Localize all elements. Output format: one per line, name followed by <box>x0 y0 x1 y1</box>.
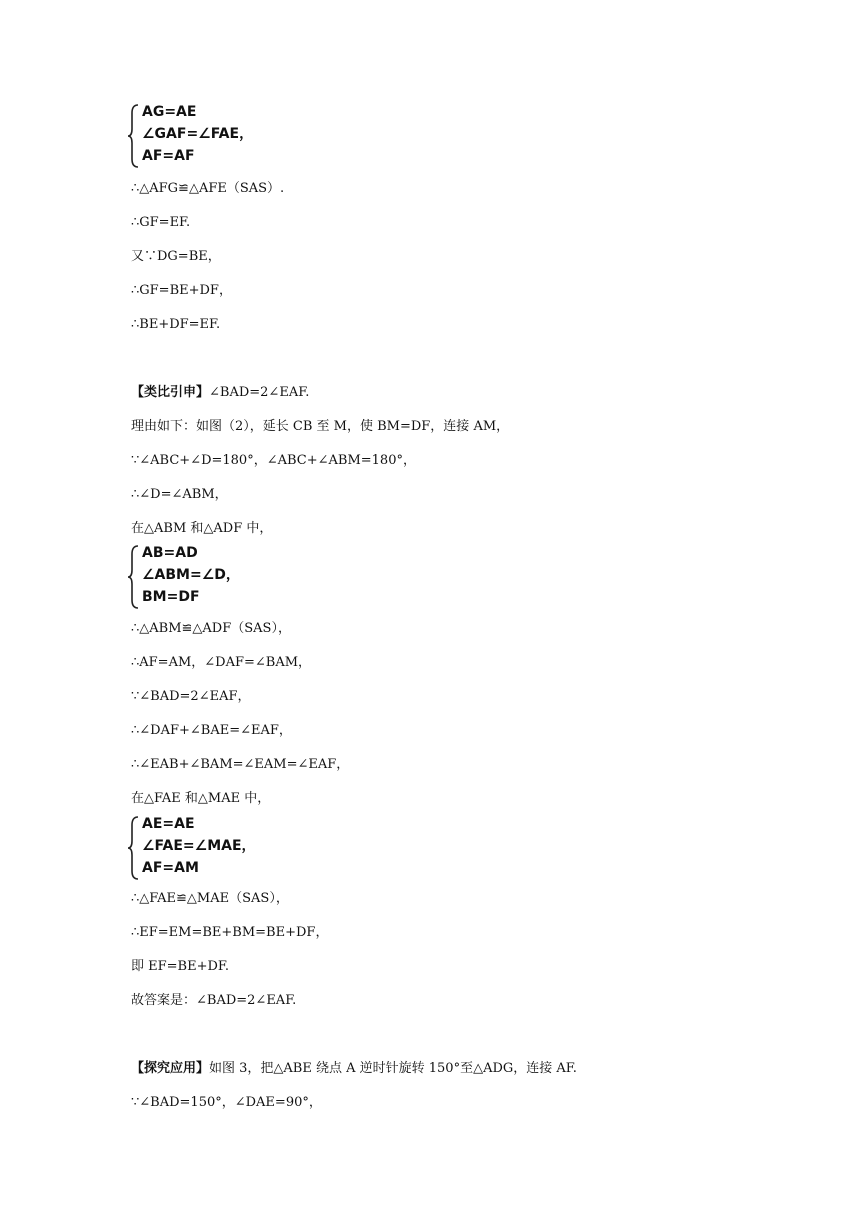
proof-line: 即 EF=BE+DF. <box>131 959 230 974</box>
equation-system-1 <box>126 103 326 167</box>
left-brace-icon <box>126 103 140 169</box>
equation-row: ∠GAF=∠FAE， <box>142 126 254 142</box>
proof-line: ∴△AFG≌△AFE（SAS）. <box>131 181 285 196</box>
proof-line: ∴EF=EM=BE+BM=BE+DF， <box>131 925 329 940</box>
proof-line: ∴△FAE≌△MAE（SAS）， <box>131 891 289 906</box>
proof-line: ∵∠BAD=2∠EAF， <box>131 689 251 704</box>
proof-line: ∴GF=BE+DF， <box>131 283 232 298</box>
equation-row: AB=AD <box>142 545 198 561</box>
section-heading-label: 【探究应用】 <box>131 1061 210 1076</box>
equation-row: AE=AE <box>142 816 195 832</box>
proof-line: 理由如下：如图（2），延长 CB 至 M，使 BM=DF，连接 AM， <box>131 419 510 434</box>
equation-row: AG=AE <box>142 104 197 120</box>
proof-line: ∴BE+DF=EF. <box>131 317 221 332</box>
proof-line: 又∵DG=BE， <box>131 249 221 264</box>
section-heading-explore <box>131 1060 577 1078</box>
section-heading-analogy <box>131 384 309 402</box>
proof-line: ∴GF=EF. <box>131 215 191 230</box>
proof-line: ∵∠ABC+∠D=180°，∠ABC+∠ABM=180°， <box>131 453 416 468</box>
left-brace-icon <box>126 815 140 881</box>
section-heading-text: 如图 3，把△ABE 绕点 A 逆时针旋转 150°至△ADG，连接 AF. <box>209 1061 577 1076</box>
equation-row: ∠FAE=∠MAE， <box>142 838 256 854</box>
section-heading-label: 【类比引申】 <box>131 385 210 400</box>
proof-line: 在△ABM 和△ADF 中， <box>131 521 273 536</box>
proof-line: ∴∠DAF+∠BAE=∠EAF， <box>131 723 292 738</box>
proof-line: ∴∠EAB+∠BAM=∠EAM=∠EAF， <box>131 757 350 772</box>
section-heading-text: ∠BAD=2∠EAF. <box>209 385 310 400</box>
proof-line: ∴∠D=∠ABM， <box>131 487 228 502</box>
equation-system-3 <box>126 815 326 879</box>
proof-line: ∴AF=AM，∠DAF=∠BAM， <box>131 655 312 670</box>
proof-line: 在△FAE 和△MAE 中， <box>131 791 271 806</box>
proof-line: ∴△ABM≌△ADF（SAS）， <box>131 621 291 636</box>
equation-row: BM=DF <box>142 589 200 605</box>
proof-line: 故答案是：∠BAD=2∠EAF. <box>131 993 297 1008</box>
equation-row: AF=AM <box>142 860 199 876</box>
equation-row: ∠ABM=∠D， <box>142 567 240 583</box>
equation-system-2 <box>126 544 326 608</box>
proof-line: ∵∠BAD=150°，∠DAE=90°， <box>131 1095 322 1110</box>
left-brace-icon <box>126 544 140 610</box>
equation-row: AF=AF <box>142 148 195 164</box>
